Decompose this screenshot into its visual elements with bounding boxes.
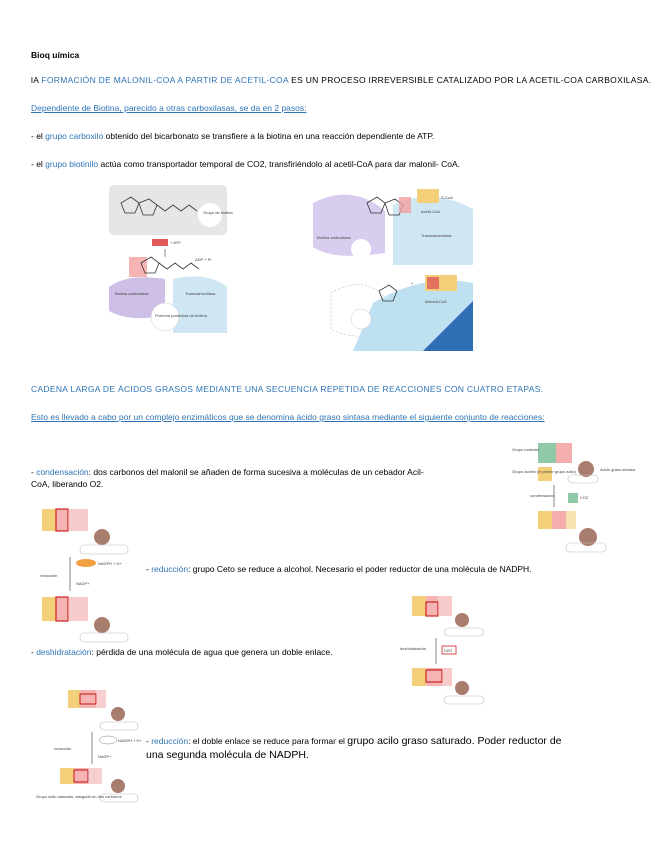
- malonyl-coa-label: Malonil-CoA: [425, 299, 447, 304]
- term-deshidratacion: deshidratación: [36, 647, 92, 657]
- biotin-group-bubble: [198, 203, 222, 227]
- intro-text-1: lA: [31, 75, 42, 85]
- dehyd-text: : pérdida de una molécula de agua que genera un doble enlace.: [91, 647, 333, 657]
- acyl-group-label: Grupo acilo saturado, alargado en dos carbonos: [36, 794, 122, 799]
- biotin-carboxylase-label: Biotina carboxilasa: [115, 291, 149, 296]
- lower-carrier-bubble: [351, 309, 371, 329]
- biotin-link-line: Dependiente de Biotina, parecido a otras carboxilasas, se da en 2 pasos:: [31, 103, 307, 113]
- h2o-label: H2O: [444, 648, 453, 653]
- adp-label: ADP + Pi: [195, 257, 212, 262]
- reduccion-2-line-1: [146, 733, 562, 748]
- transcarboxylase-figure: [313, 183, 473, 351]
- reduccion-1-line: [146, 564, 532, 575]
- intro-line: [31, 75, 651, 86]
- upper-carboxylase-label: Biotina carboxilasa: [317, 235, 351, 240]
- transcarboxylase-label: Transcarboxilasa: [185, 291, 216, 296]
- condensacion-line-2: CoA, liberando O2.: [31, 479, 104, 489]
- nadp-label-1: NADP+: [76, 581, 90, 586]
- acetyl-coa-label: S-CoA: [441, 195, 453, 200]
- condensacion-line-1: [31, 467, 424, 478]
- intro-text-2: ES UN PROCESO IRREVERSIBLE CATALIZADO POR LA ACETIL-COA CARBOXILASA.: [288, 75, 652, 85]
- cond-text: : dos carbonos del malonil se añaden de forma sucesiva a moléculas de un cebador Acil-: [88, 467, 424, 477]
- reduccion-label-2: reducción: [54, 746, 72, 751]
- co2-label: CO2: [580, 495, 589, 500]
- upper-enzyme-purple: [313, 195, 385, 256]
- acetyl-coa-box: [417, 189, 439, 203]
- plus-sign: +: [411, 281, 414, 286]
- biotin-carboxylase-figure: [107, 183, 233, 333]
- bullet-prefix: - el: [31, 159, 46, 169]
- intro-highlight: FORMACIÓN DE MALONIL-COA A PARTIR DE ACETIL-COA: [41, 75, 289, 85]
- reduction-1-figure: [38, 505, 130, 645]
- red2-text-a: : el doble enlace se reduce para formar el: [188, 736, 348, 746]
- red2-prefix: -: [146, 736, 152, 746]
- bullet-text: actúa como transportador temporal de CO2, transfiriéndolo al acetil-CoA para dar malonil- CoA.: [98, 159, 461, 169]
- acetyl-coa-name: Acetil-CoA: [421, 209, 440, 214]
- term-reduccion-1: reducción: [151, 564, 189, 574]
- atp-label: + ATP: [170, 240, 181, 245]
- biotin-group-label: Grupo de biotina: [203, 210, 233, 215]
- bullet-carboxilo: [31, 131, 434, 142]
- nadph-label-2: NADPH + H+: [118, 738, 142, 743]
- condensation-figure: [510, 441, 635, 559]
- bullet-text: obtenido del bicarbonato se transfiere a la biotina en una reacción dependiente de ATP.: [103, 131, 435, 141]
- dehydration-figure: [398, 590, 490, 708]
- bullet-prefix: - el: [31, 131, 46, 141]
- dehyd-prefix: -: [31, 647, 37, 657]
- enzyme-ball-1: [578, 461, 594, 477]
- malonyl-carboxyl: [427, 277, 439, 289]
- term-grupo-biotinilo: grupo biotinilo: [45, 159, 99, 169]
- term-reduccion-2: reducción: [151, 736, 189, 746]
- red1-prefix: -: [146, 564, 152, 574]
- reduccion-2-line-2: una segunda molécula de NADPH.: [146, 749, 309, 761]
- nadp-label-2: NADP+: [98, 754, 112, 759]
- bicarbonate-box: [152, 239, 168, 246]
- malonyl-green: [538, 443, 556, 463]
- term-condensacion: condensación: [36, 467, 89, 477]
- reduction-2-figure: [34, 686, 140, 808]
- deshidratacion-label: deshidratación: [400, 646, 427, 651]
- acetyl-group-label: Grupo acetilo (el primer grupo acilo): [512, 469, 576, 474]
- red1-text: : grupo Ceto se reduce a alcohol. Necesario el poder reductor de una molécula de NADPH.: [188, 564, 532, 574]
- carboxyl-highlight: [129, 257, 147, 277]
- page-title: Bioq uímica: [31, 50, 80, 60]
- red2-text-b: grupo acilo graso saturado. Poder reductor de: [347, 735, 562, 747]
- section-subtitle: Esto es llevado a cabo por un complejo enzimáticos que se denomina ácido graso sintasa mediante el siguiente conjunto de reacciones:: [31, 412, 545, 422]
- reduccion-label-1: reducción: [40, 573, 58, 578]
- deshidratacion-line: [31, 647, 333, 658]
- bullet-biotinilo: [31, 159, 460, 170]
- cond-prefix: -: [31, 467, 37, 477]
- nadph-oval: [76, 559, 96, 567]
- nadph-label-1: NADPH + H+: [98, 561, 122, 566]
- upper-carrier-bubble: [351, 239, 371, 259]
- carrier-protein-label: Proteína portadora de biotina: [155, 313, 207, 318]
- term-grupo-carboxilo: grupo carboxilo: [45, 131, 104, 141]
- upper-transcarboxylase-label: Transcarboxilasa: [421, 233, 452, 238]
- fas-label: Ácido graso sintasa: [600, 467, 635, 472]
- malonyl-group-label: Grupo malonilo: [512, 447, 540, 452]
- transcarboxylase-blob: [173, 276, 227, 333]
- carboxyl-upper: [399, 197, 411, 213]
- condensacion-label: condensación: [530, 493, 555, 498]
- section-title: CADENA LARGA DE ÁCIDOS GRASOS MEDIANTE UNA SECUENCIA REPETIDA DE REACCIONES CON CUATRO ETAPAS.: [31, 384, 544, 394]
